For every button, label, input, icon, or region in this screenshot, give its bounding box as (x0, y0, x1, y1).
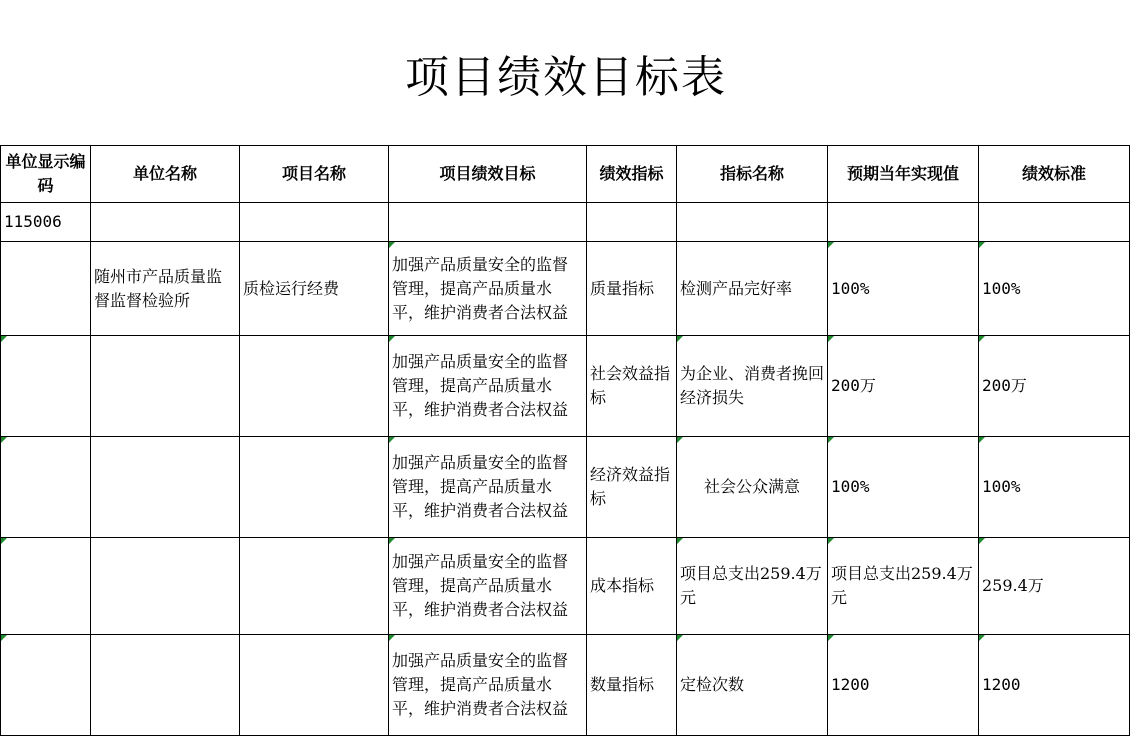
header-unit-code: 单位显示编码 (1, 146, 91, 203)
goal-cell[interactable]: 加强产品质量安全的监督管理，提高产品质量水平，维护消费者合法权益 (389, 635, 587, 736)
table-row (1, 336, 1130, 437)
indicator-name-cell[interactable]: 检测产品完好率 (677, 242, 828, 336)
project-name-cell[interactable] (240, 538, 389, 635)
table-row (1, 437, 1130, 538)
standard-cell[interactable]: 200万 (979, 336, 1130, 437)
expected-cell[interactable]: 1200 (828, 635, 979, 736)
unit-name-cell[interactable] (91, 437, 240, 538)
expected-cell[interactable]: 项目总支出259.4万元 (828, 538, 979, 635)
expected-cell[interactable]: 100% (828, 242, 979, 336)
header-expected: 预期当年实现值 (828, 146, 979, 203)
indicator-name-cell[interactable]: 社会公众满意 (677, 437, 828, 538)
page-title: 项目绩效目标表 (405, 52, 727, 103)
table-cell[interactable] (828, 203, 979, 242)
goal-cell[interactable]: 加强产品质量安全的监督管理，提高产品质量水平，维护消费者合法权益 (389, 437, 587, 538)
indicator-name-cell[interactable]: 为企业、消费者挽回经济损失 (677, 336, 828, 437)
table-cell[interactable] (587, 203, 677, 242)
unit-code-cell[interactable] (1, 336, 91, 437)
header-goal: 项目绩效目标 (389, 146, 587, 203)
table-row (1, 538, 1130, 635)
table-row (1, 242, 1130, 336)
standard-cell[interactable]: 259.4万 (979, 538, 1130, 635)
project-name-cell[interactable] (240, 336, 389, 437)
unit-name-cell[interactable]: 随州市产品质量监督监督检验所 (91, 242, 240, 336)
table-row (1, 635, 1130, 736)
goal-cell[interactable]: 加强产品质量安全的监督管理，提高产品质量水平，维护消费者合法权益 (389, 242, 587, 336)
indicator-name-cell[interactable]: 定检次数 (677, 635, 828, 736)
unit-code-cell[interactable] (1, 635, 91, 736)
header-row (1, 146, 1130, 203)
expected-cell[interactable]: 100% (828, 437, 979, 538)
standard-cell[interactable]: 1200 (979, 635, 1130, 736)
standard-cell[interactable]: 100% (979, 242, 1130, 336)
expected-cell[interactable]: 200万 (828, 336, 979, 437)
unit-code-cell[interactable] (1, 538, 91, 635)
performance-table (0, 145, 1130, 736)
project-name-cell[interactable]: 质检运行经费 (240, 242, 389, 336)
unit-name-cell[interactable] (91, 538, 240, 635)
table-cell[interactable] (240, 203, 389, 242)
code-row (1, 203, 1130, 242)
indicator-cell[interactable]: 成本指标 (587, 538, 677, 635)
indicator-name-cell[interactable]: 项目总支出259.4万元 (677, 538, 828, 635)
project-name-cell[interactable] (240, 437, 389, 538)
project-name-cell[interactable] (240, 635, 389, 736)
standard-cell[interactable]: 100% (979, 437, 1130, 538)
header-indicator: 绩效指标 (587, 146, 677, 203)
indicator-cell[interactable]: 经济效益指标 (587, 437, 677, 538)
table-cell[interactable] (677, 203, 828, 242)
goal-cell[interactable]: 加强产品质量安全的监督管理，提高产品质量水平，维护消费者合法权益 (389, 538, 587, 635)
unit-name-cell[interactable] (91, 336, 240, 437)
unit-name-cell[interactable] (91, 635, 240, 736)
indicator-cell[interactable]: 质量指标 (587, 242, 677, 336)
header-indicator-name: 指标名称 (677, 146, 828, 203)
table-cell[interactable] (91, 203, 240, 242)
header-standard: 绩效标准 (979, 146, 1130, 203)
table-cell[interactable] (979, 203, 1130, 242)
unit-code-cell[interactable] (1, 242, 91, 336)
table-cell[interactable] (389, 203, 587, 242)
indicator-cell[interactable]: 数量指标 (587, 635, 677, 736)
indicator-cell[interactable]: 社会效益指标 (587, 336, 677, 437)
unit-code-cell[interactable] (1, 437, 91, 538)
goal-cell[interactable]: 加强产品质量安全的监督管理，提高产品质量水平，维护消费者合法权益 (389, 336, 587, 437)
unit-code-cell[interactable]: 115006 (1, 203, 91, 242)
header-unit-name: 单位名称 (91, 146, 240, 203)
header-project-name: 项目名称 (240, 146, 389, 203)
